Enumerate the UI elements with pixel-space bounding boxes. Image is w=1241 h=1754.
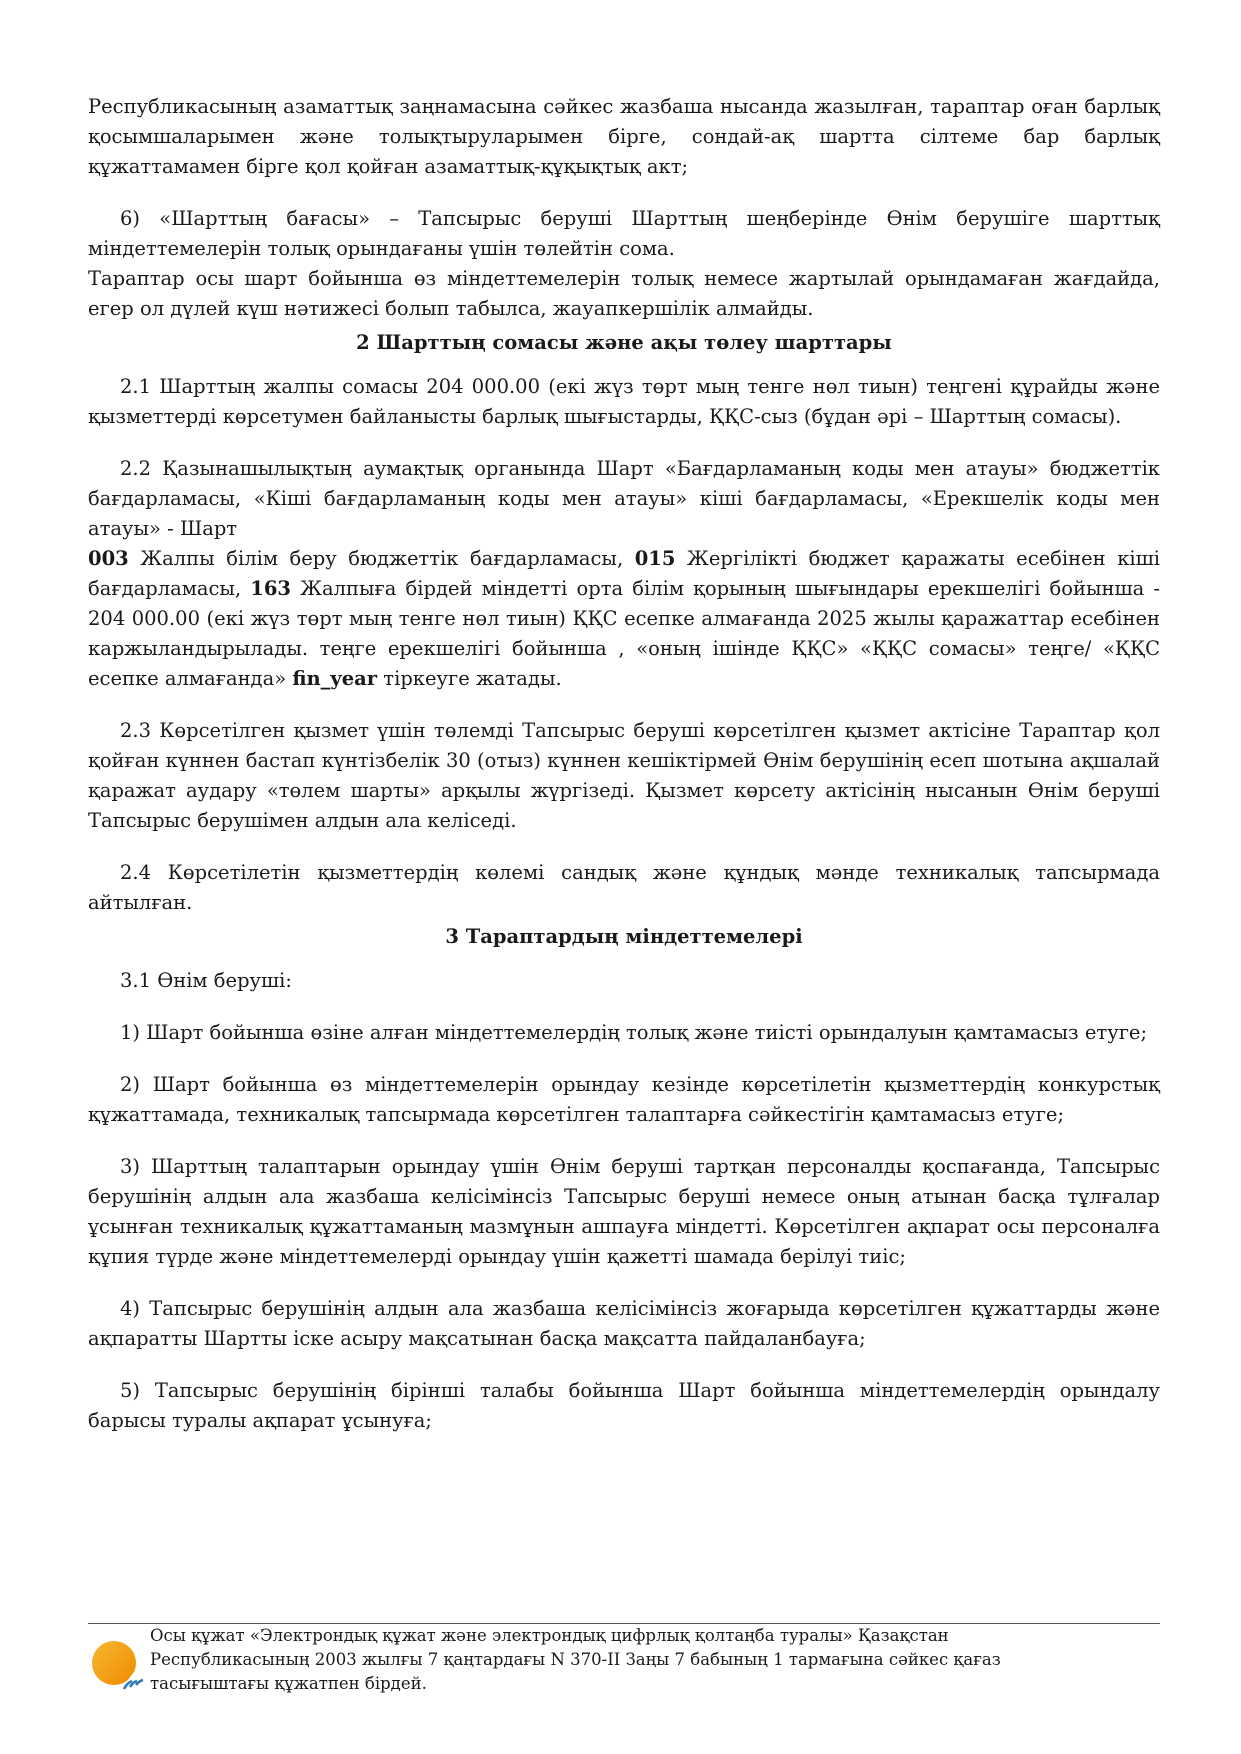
obligation-item-3: 3) Шарттың талаптарын орындау үшін Өнім беруші тартқан персоналды қоспағанда, Тапсырыс берушінің алдын ала жазбаша келісімінсіз Тапсырыс беруші немесе оның атынан басқа тұлғалар ұсынған техникалық құжаттаманың мазмұнын ашпауға міндетті. Көрсетілген ақпарат осы персоналға құпия түрде және міндеттемелерді орындау үшін қажетті шамада берілуі тиіс;	[88, 1155, 1160, 1268]
clause-2-3: 2.3 Көрсетілген қызмет үшін төлемді Тапсырыс беруші көрсетілген қызмет актісіне Тараптар қол қойған күннен бастап күнтізбелік 30 (отыз) күннен кешіктірмей Өнім берушінің есеп шотына ақшалай қаражат аудару «төлем шарты» арқылы жүргізеді. Қызмет көрсету актісінің нысанын Өнім беруші Тапсырыс берушімен алдын ала келіседі.	[88, 719, 1160, 832]
clause-3-1: 3.1 Өнім беруші:	[120, 969, 292, 992]
clause-2-2-text-2: Жергілікті бюджет қаражаты есебінен кіші бағдарламасы,	[88, 547, 1160, 600]
obligation-item-1: 1) Шарт бойынша өзіне алған міндеттемелердің толық және тиісті орындалуын қамтамасыз етуге;	[120, 1021, 1148, 1044]
footer-legal-notice: Осы құжат «Электрондық құжат және электрондық цифрлық қолтаңба туралы» Қазақстан Республикасының 2003 жылғы 7 қаңтардағы N 370-II Заңы 7 бабының 1 тармағына сәйкес қағаз тасығыштағы құжатпен бірдей.	[150, 1626, 1001, 1693]
clause-2-1: 2.1 Шарттың жалпы сомасы 204 000.00 (екі жүз төрт мың тенге нөл тиын) теңгені құрайды және қызметтерді көрсетумен байланысты барлық шығыстарды, ҚҚС-сыз (бұдан әрі – Шарттың сомасы).	[88, 375, 1160, 428]
fin-year-placeholder: fin_year	[292, 667, 378, 690]
section-3-title: 3 Тараптардың міндеттемелері	[445, 925, 803, 948]
intro-paragraph: Республикасының азаматтық заңнамасына сәйкес жазбаша нысанда жазылған, тараптар оған барлық қосымшаларымен және толықтыруларымен бірге, сондай-ақ шартта сілтеме бар барлық құжаттамамен бірге қол қойған азаматтық-құқықтық акт;	[88, 95, 1160, 178]
budget-code-015: 015	[634, 547, 676, 570]
document-page	[88, 92, 1160, 1436]
obligation-item-5: 5) Тапсырыс берушінің бірінші талабы бойынша Шарт бойынша міндеттемелердің орындалу барысы туралы ақпарат ұсынуға;	[88, 1379, 1160, 1432]
clause-2-2-text-4: тіркеуге жатады.	[377, 667, 562, 690]
budget-code-003: 003	[88, 547, 129, 570]
definition-6: 6) «Шарттың бағасы» – Тапсырыс беруші Шарттың шеңберінде Өнім берушіге шарттық міндеттемелерін толық орындағаны үшін төлейтін сома.	[88, 207, 1160, 260]
force-majeure-paragraph: Тараптар осы шарт бойынша өз міндеттемелерін толық немесе жартылай орындамаған жағдайда, егер ол дүлей күш нәтижесі болып табылса, жауапкершілік алмайды.	[88, 267, 1160, 320]
obligation-item-2: 2) Шарт бойынша өз міндеттемелерін орындау кезінде көрсетілетін қызметтердің конкурстық құжаттамада, техникалық тапсырмада көрсетілген талаптарға сәйкестігін қамтамасыз етуге;	[88, 1073, 1160, 1126]
clause-2-2-intro: 2.2 Қазынашылықтың аумақтық органында Шарт «Бағдарламаның коды мен атауы» бюджеттік бағдарламасы, «Кіші бағдарламаның коды мен атауы» кіші бағдарламасы, «Ерекшелік коды мен атауы» - Шарт	[88, 457, 1160, 540]
section-2-title: 2 Шарттың сомасы және ақы төлеу шарттары	[356, 331, 892, 354]
budget-code-163: 163	[250, 577, 291, 600]
clause-2-4: 2.4 Көрсетілетін қызметтердің көлемі сандық және құндық мәнде техникалық тапсырмада айтылған.	[88, 861, 1160, 914]
egov-sun-logo-icon	[90, 1637, 148, 1695]
clause-2-2	[88, 454, 1160, 694]
obligation-item-4: 4) Тапсырыс берушінің алдын ала жазбаша келісімінсіз жоғарыда көрсетілген құжаттарды және ақпаратты Шартты іске асыру мақсатынан басқа мақсатта пайдаланбауға;	[88, 1297, 1160, 1350]
clause-2-2-text-3: Жалпыға бірдей міндетті орта білім қорының шығындары ерекшелігі бойынша - 204 000.00 (екі жүз төрт мың тенге нөл тиын) ҚҚС есепке алмағанда 2025 жылы қаражаттар есебінен каржыландырылады. теңге ерекшелігі бойынша , «оның ішінде ҚҚС» «ҚҚС сомасы» теңге/ «ҚҚС есепке алмағанда»	[88, 577, 1161, 690]
clause-2-2-text-1: Жалпы білім беру бюджеттік бағдарламасы,	[128, 547, 635, 570]
